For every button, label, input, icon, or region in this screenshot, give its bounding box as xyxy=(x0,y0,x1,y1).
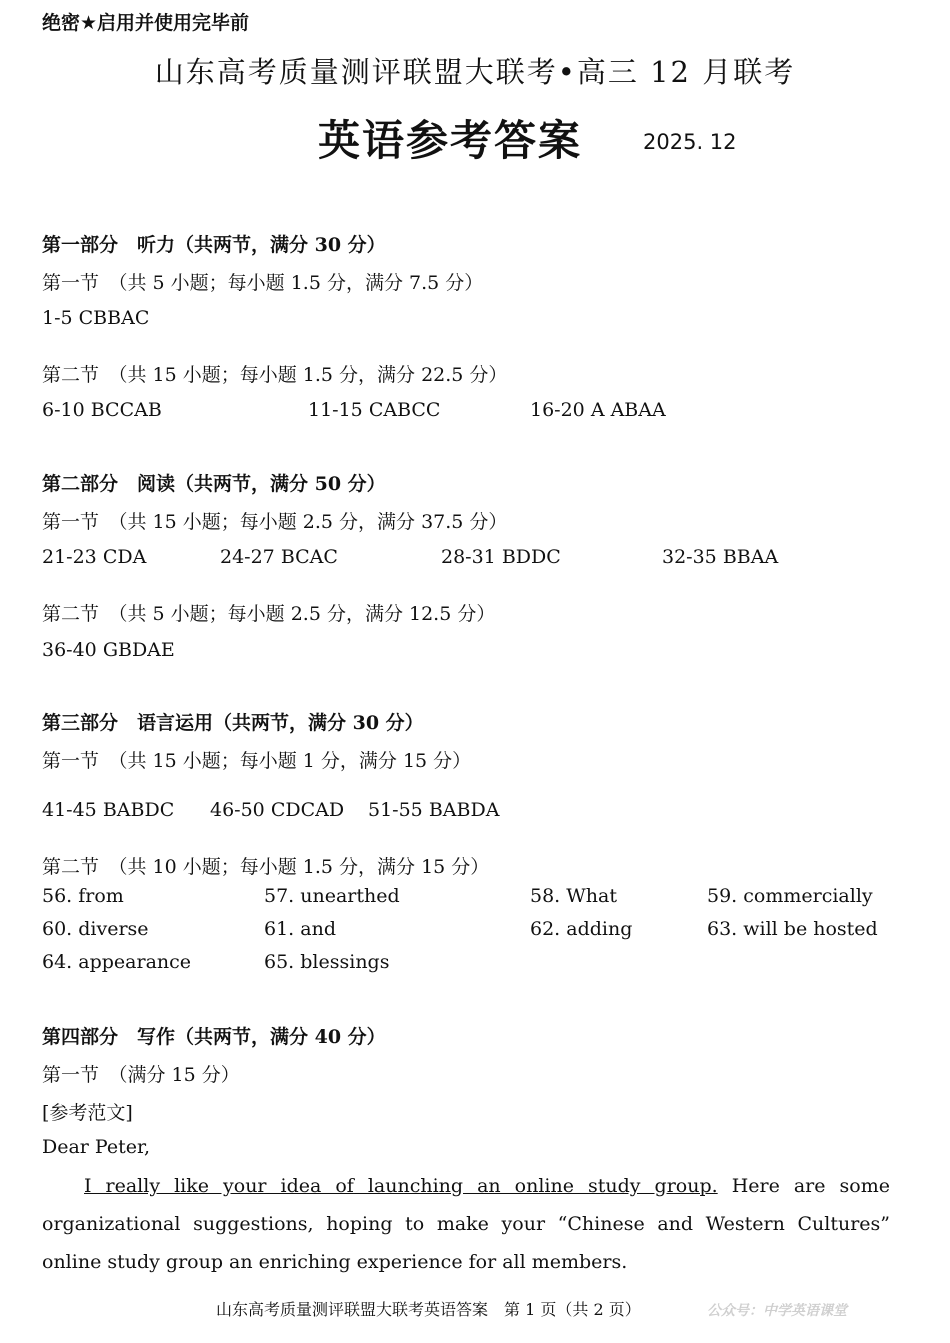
confidential-label: 绝密★启用并使用完毕前 xyxy=(42,12,250,34)
answer-group: 6-10 BCCAB xyxy=(42,399,162,421)
answer-item: 62. adding xyxy=(530,918,633,940)
answer-group: 46-50 CDCAD xyxy=(210,799,345,821)
answer-item: 61. and xyxy=(264,918,336,940)
exam-title: 山东高考质量测评联盟大联考•高三 12 月联考 xyxy=(154,55,796,89)
page-footer: 山东高考质量测评联盟大联考英语答案 第 1 页（共 2 页） xyxy=(216,1300,641,1319)
answer-item: 63. will be hosted xyxy=(707,918,878,940)
answer-item: 57. unearthed xyxy=(264,885,400,907)
part3-sec2-heading: 第二节 （共 10 小题；每小题 1.5 分，满分 15 分） xyxy=(42,856,490,878)
letter-underlined-sentence: I really like your idea of launching an online study group. xyxy=(84,1175,718,1197)
answer-group: 28-31 BDDC xyxy=(441,546,561,568)
reference-essay-label: [参考范文] xyxy=(42,1102,133,1124)
part1-heading: 第一部分 听力（共两节，满分 30 分） xyxy=(42,234,386,256)
answer-group: 32-35 BBAA xyxy=(662,546,779,568)
document-title: 英语参考答案 xyxy=(318,116,583,165)
answer-group: 21-23 CDA xyxy=(42,546,147,568)
answer-group: 11-15 CABCC xyxy=(308,399,441,421)
answer-group: 1-5 CBBAC xyxy=(42,307,150,329)
answer-group: 41-45 BABDC xyxy=(42,799,175,821)
answer-item: 56. from xyxy=(42,885,124,907)
letter-greeting: Dear Peter, xyxy=(42,1136,151,1158)
watermark: 公众号：中学英语课堂 xyxy=(707,1303,847,1319)
answer-item: 60. diverse xyxy=(42,918,149,940)
part2-heading: 第二部分 阅读（共两节，满分 50 分） xyxy=(42,473,386,495)
answer-item: 64. appearance xyxy=(42,951,192,973)
part2-sec1-heading: 第一节 （共 15 小题；每小题 2.5 分，满分 37.5 分） xyxy=(42,511,508,533)
part3-sec1-heading: 第一节 （共 15 小题；每小题 1 分，满分 15 分） xyxy=(42,750,472,772)
part4-heading: 第四部分 写作（共两节，满分 40 分） xyxy=(42,1026,386,1048)
answer-group: 51-55 BABDA xyxy=(368,799,500,821)
letter-paragraph xyxy=(42,1167,890,1281)
answer-item: 58. What xyxy=(530,885,617,907)
letter-paragraph-text: Here are some organizational suggestions, hoping to make your “Chinese and Western Cultures” online study group an enriching experience for all members. xyxy=(42,1175,890,1273)
part1-sec1-heading: 第一节 （共 5 小题；每小题 1.5 分，满分 7.5 分） xyxy=(42,272,484,294)
part1-sec2-heading: 第二节 （共 15 小题；每小题 1.5 分，满分 22.5 分） xyxy=(42,364,508,386)
part2-sec2-heading: 第二节 （共 5 小题；每小题 2.5 分，满分 12.5 分） xyxy=(42,603,496,625)
answer-item: 59. commercially xyxy=(707,885,873,907)
part4-sec1-heading: 第一节 （满分 15 分） xyxy=(42,1064,240,1086)
answer-group: 36-40 GBDAE xyxy=(42,639,175,661)
answer-group: 24-27 BCAC xyxy=(220,546,338,568)
part3-heading: 第三部分 语言运用（共两节，满分 30 分） xyxy=(42,712,424,734)
answer-item: 65. blessings xyxy=(264,951,390,973)
answer-group: 16-20 A ABAA xyxy=(530,399,666,421)
exam-date: 2025. 12 xyxy=(643,130,737,154)
